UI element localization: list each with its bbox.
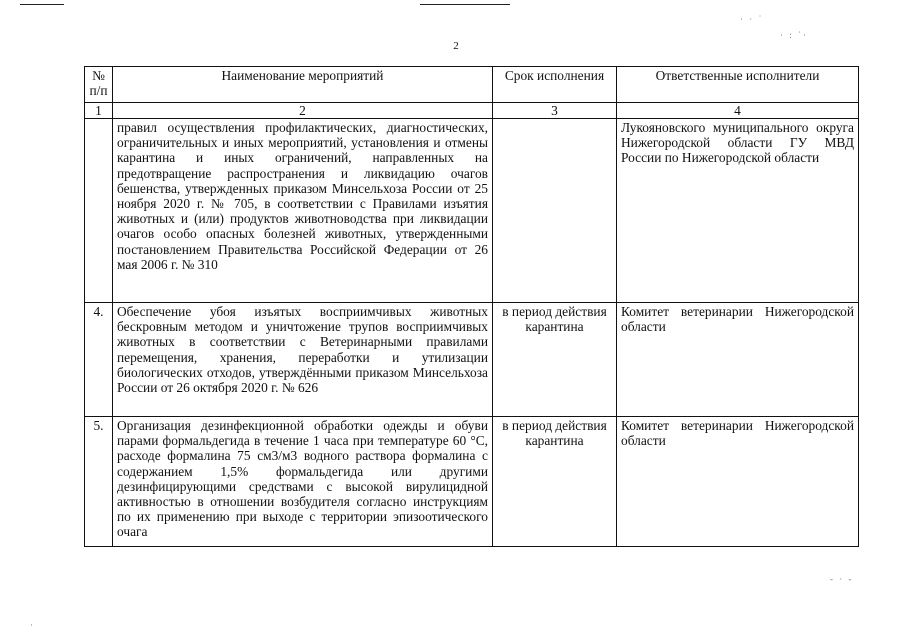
row-number [85, 119, 113, 303]
header-number: № п/п [85, 67, 113, 103]
measure-name: правил осуществления профилактических, диагностических, ограничительных и иных мероприятий, установления и отмены карантина и иных ограничений, направленных на предотвращение распространения и ликвидацию очагов бешенства, утвержденных приказом Минсельхоза России от 25 ноября 2020 г. № 705, в соответствии с Правилами изъятия животных и (или) продуктов животноводства при ликвидации очагов особо опасных болезней животных, утвержденными постановлением Правительства Российской Федерации от 26 мая 2006 г. № 310 [113, 119, 493, 303]
table-row [85, 303, 859, 417]
scan-noise-mark: · [30, 620, 35, 630]
measure-name: Обеспечение убоя изъятых восприимчивых животных бескровным методом и уничтожение трупов восприимчивых животных в соответствии с Ветеринарными правилами перемещения, хранения, переработки и утилизации биологических отходов, утверждёнными приказом Минсельхоза России от 26 октября 2020 г. № 626 [113, 303, 493, 417]
scan-noise-mark: - · - [830, 574, 854, 584]
measures-table [84, 66, 859, 547]
measure-term: в период действия карантина [493, 417, 617, 547]
row-number: 4. [85, 303, 113, 417]
header-responsible: Ответственные исполнители [617, 67, 859, 103]
scan-edge-line-left [20, 4, 64, 5]
column-number: 3 [493, 103, 617, 119]
measure-responsible: Комитет ветеринарии Нижегородской области [617, 303, 859, 417]
column-number: 4 [617, 103, 859, 119]
page-number: 2 [453, 40, 459, 52]
column-number: 1 [85, 103, 113, 119]
scan-noise-mark: · : ˙· [780, 30, 808, 40]
header-term: Срок исполнения [493, 67, 617, 103]
measure-responsible: Комитет ветеринарии Нижегородской области [617, 417, 859, 547]
table-row [85, 417, 859, 547]
table-header-row [85, 67, 859, 103]
measure-term: в период действия карантина [493, 303, 617, 417]
scan-noise-mark: · · ˙ [740, 14, 764, 24]
measure-responsible: Лукояновского муниципального округа Нижегородской области ГУ МВД России по Нижегородской области [617, 119, 859, 303]
row-number: 5. [85, 417, 113, 547]
measure-name: Организация дезинфекционной обработки одежды и обуви парами формальдегида в течение 1 часа при температуре 60 °С, расходе формалина 75 см3/м3 водного раствора формалина с содержанием 1,5% формальдегида или другими дезинфицирующими средствами с высокой вирулицидной активностью в отношении возбудителя согласно инструкциям по их применению при выходе с территории эпизоотического очага [113, 417, 493, 547]
column-number: 2 [113, 103, 493, 119]
table-row [85, 119, 859, 303]
column-number-row [85, 103, 859, 119]
scan-edge-line-center [420, 4, 510, 5]
header-measure-name: Наименование мероприятий [113, 67, 493, 103]
measure-term [493, 119, 617, 303]
